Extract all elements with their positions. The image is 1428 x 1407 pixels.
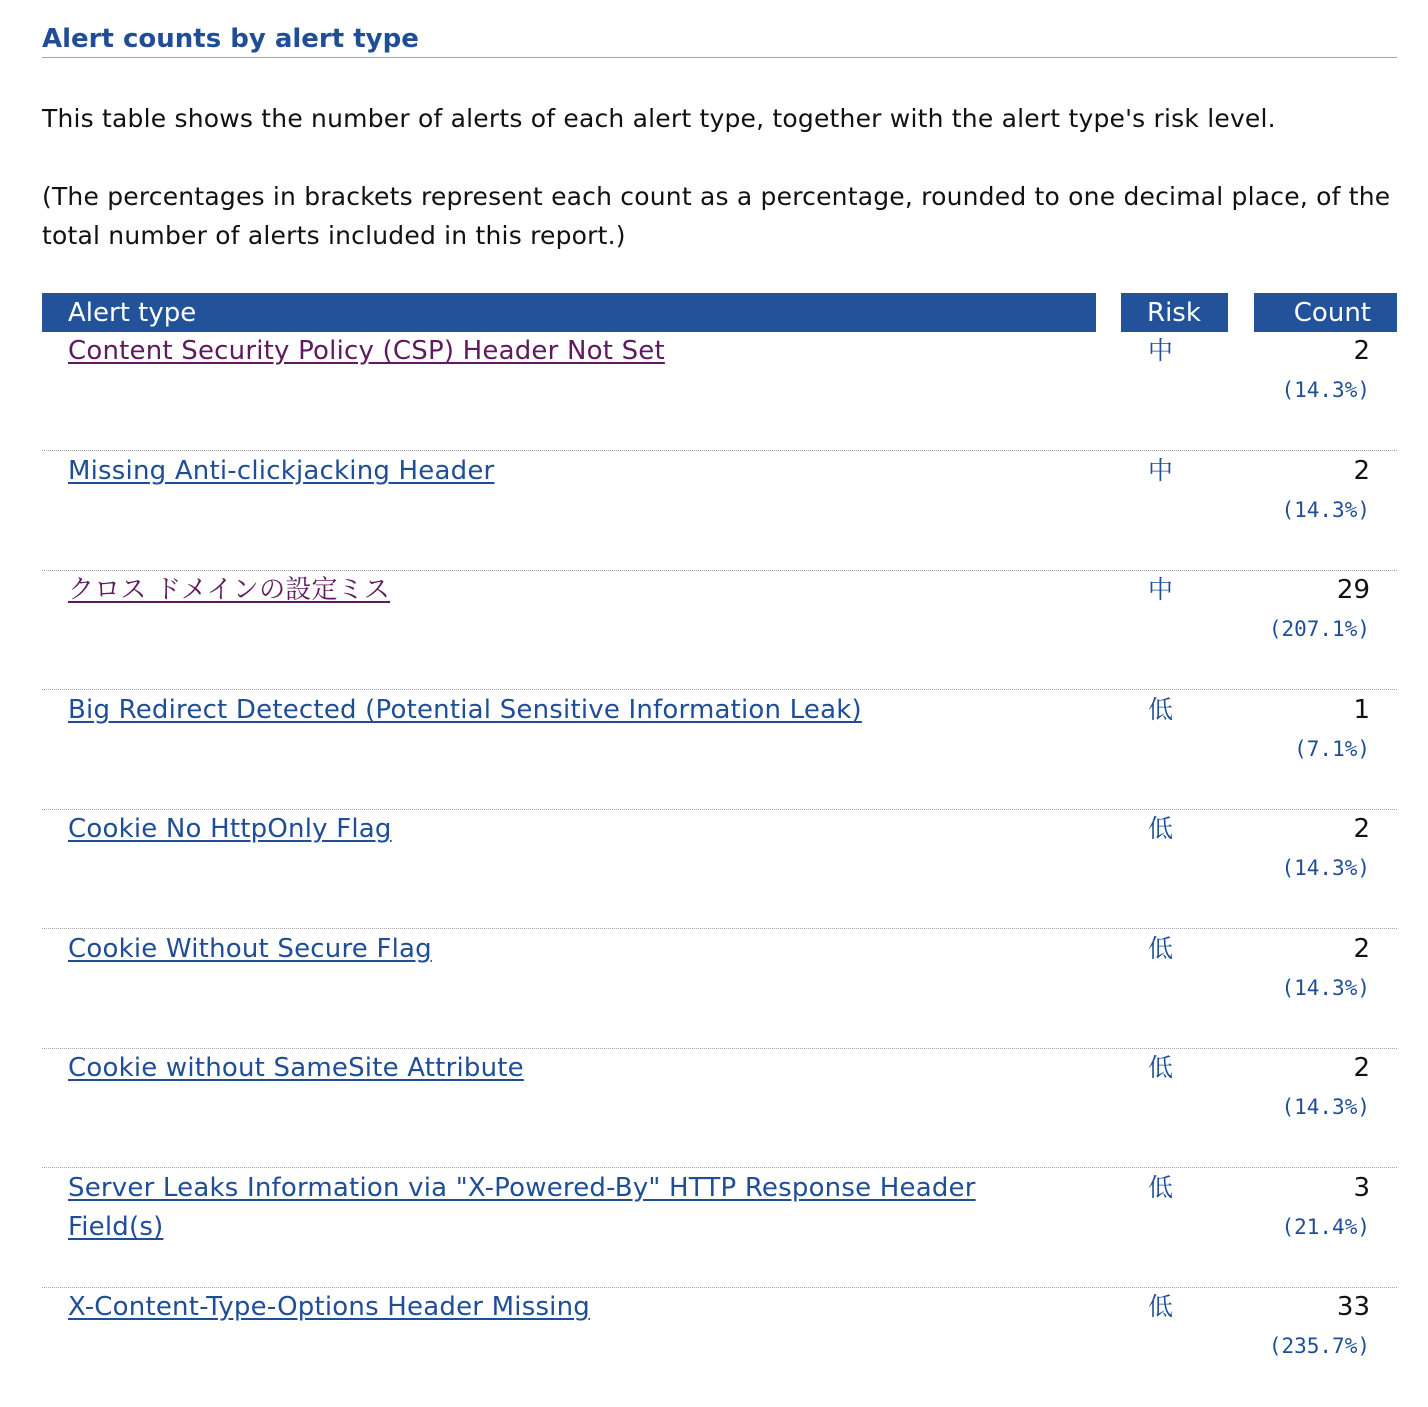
alert-type-link[interactable]: クロス ドメインの設定ミス — [68, 575, 391, 605]
table-row — [42, 332, 1397, 451]
table-row — [42, 930, 1397, 1049]
alert-count: 2 — [1353, 934, 1370, 964]
column-header-count: Count — [1254, 293, 1397, 332]
table-row — [42, 810, 1397, 929]
risk-level: 低 — [1148, 1292, 1174, 1321]
risk-level: 低 — [1148, 1173, 1174, 1202]
alert-percentage: (14.3%) — [1281, 1095, 1370, 1119]
alert-percentage: (235.7%) — [1268, 1334, 1370, 1358]
alert-type-link[interactable]: Cookie Without Secure Flag — [68, 934, 432, 964]
table-description: This table shows the number of alerts of each alert type, together with the alert type's risk level. — [42, 104, 1276, 133]
table-row — [42, 452, 1397, 571]
table-row — [42, 1049, 1397, 1168]
risk-level: 中 — [1148, 575, 1174, 604]
alert-percentage: (14.3%) — [1281, 378, 1370, 402]
percentage-note: (The percentages in brackets represent each count as a percentage, rounded to one decimal place, of the total number of alerts included in this report.) — [42, 182, 1391, 250]
alert-count: 29 — [1336, 575, 1370, 605]
alert-count: 1 — [1353, 695, 1370, 725]
alert-type-link[interactable]: X-Content-Type-Options Header Missing — [68, 1292, 590, 1322]
alert-type-link[interactable]: Missing Anti-clickjacking Header — [68, 456, 495, 486]
column-header-alert-type: Alert type — [42, 293, 1096, 332]
table-row — [42, 1288, 1397, 1407]
table-row — [42, 691, 1397, 810]
alert-type-link[interactable]: Cookie No HttpOnly Flag — [68, 814, 392, 844]
alert-percentage: (7.1%) — [1294, 737, 1370, 761]
alert-percentage: (14.3%) — [1281, 856, 1370, 880]
alert-type-link[interactable]: Content Security Policy (CSP) Header Not Set — [68, 336, 665, 366]
alert-percentage: (207.1%) — [1268, 617, 1370, 641]
section-title: Alert counts by alert type — [42, 22, 1397, 58]
alert-percentage: (21.4%) — [1281, 1215, 1370, 1239]
row-divider — [42, 689, 1397, 690]
alert-type-link[interactable]: Server Leaks Information via "X-Powered-By" HTTP Response Header Field(s) — [68, 1173, 976, 1242]
risk-level: 低 — [1148, 695, 1174, 724]
alert-count: 3 — [1353, 1173, 1370, 1203]
alert-count: 2 — [1353, 1053, 1370, 1083]
table-row — [42, 1169, 1397, 1288]
row-divider — [42, 1167, 1397, 1168]
alert-count: 33 — [1336, 1292, 1370, 1322]
alert-count: 2 — [1353, 814, 1370, 844]
risk-level: 低 — [1148, 814, 1174, 843]
risk-level: 低 — [1148, 1053, 1174, 1082]
risk-level: 中 — [1148, 456, 1174, 485]
alert-percentage: (14.3%) — [1281, 976, 1370, 1000]
alert-type-link[interactable]: Cookie without SameSite Attribute — [68, 1053, 524, 1083]
risk-level: 中 — [1148, 336, 1174, 365]
row-divider — [42, 928, 1397, 929]
table-row — [42, 571, 1397, 690]
alert-count: 2 — [1353, 456, 1370, 486]
alert-count: 2 — [1353, 336, 1370, 366]
risk-level: 低 — [1148, 934, 1174, 963]
column-header-risk: Risk — [1121, 293, 1228, 332]
row-divider — [42, 450, 1397, 451]
alert-type-link[interactable]: Big Redirect Detected (Potential Sensitive Information Leak) — [68, 695, 862, 725]
alert-percentage: (14.3%) — [1281, 498, 1370, 522]
